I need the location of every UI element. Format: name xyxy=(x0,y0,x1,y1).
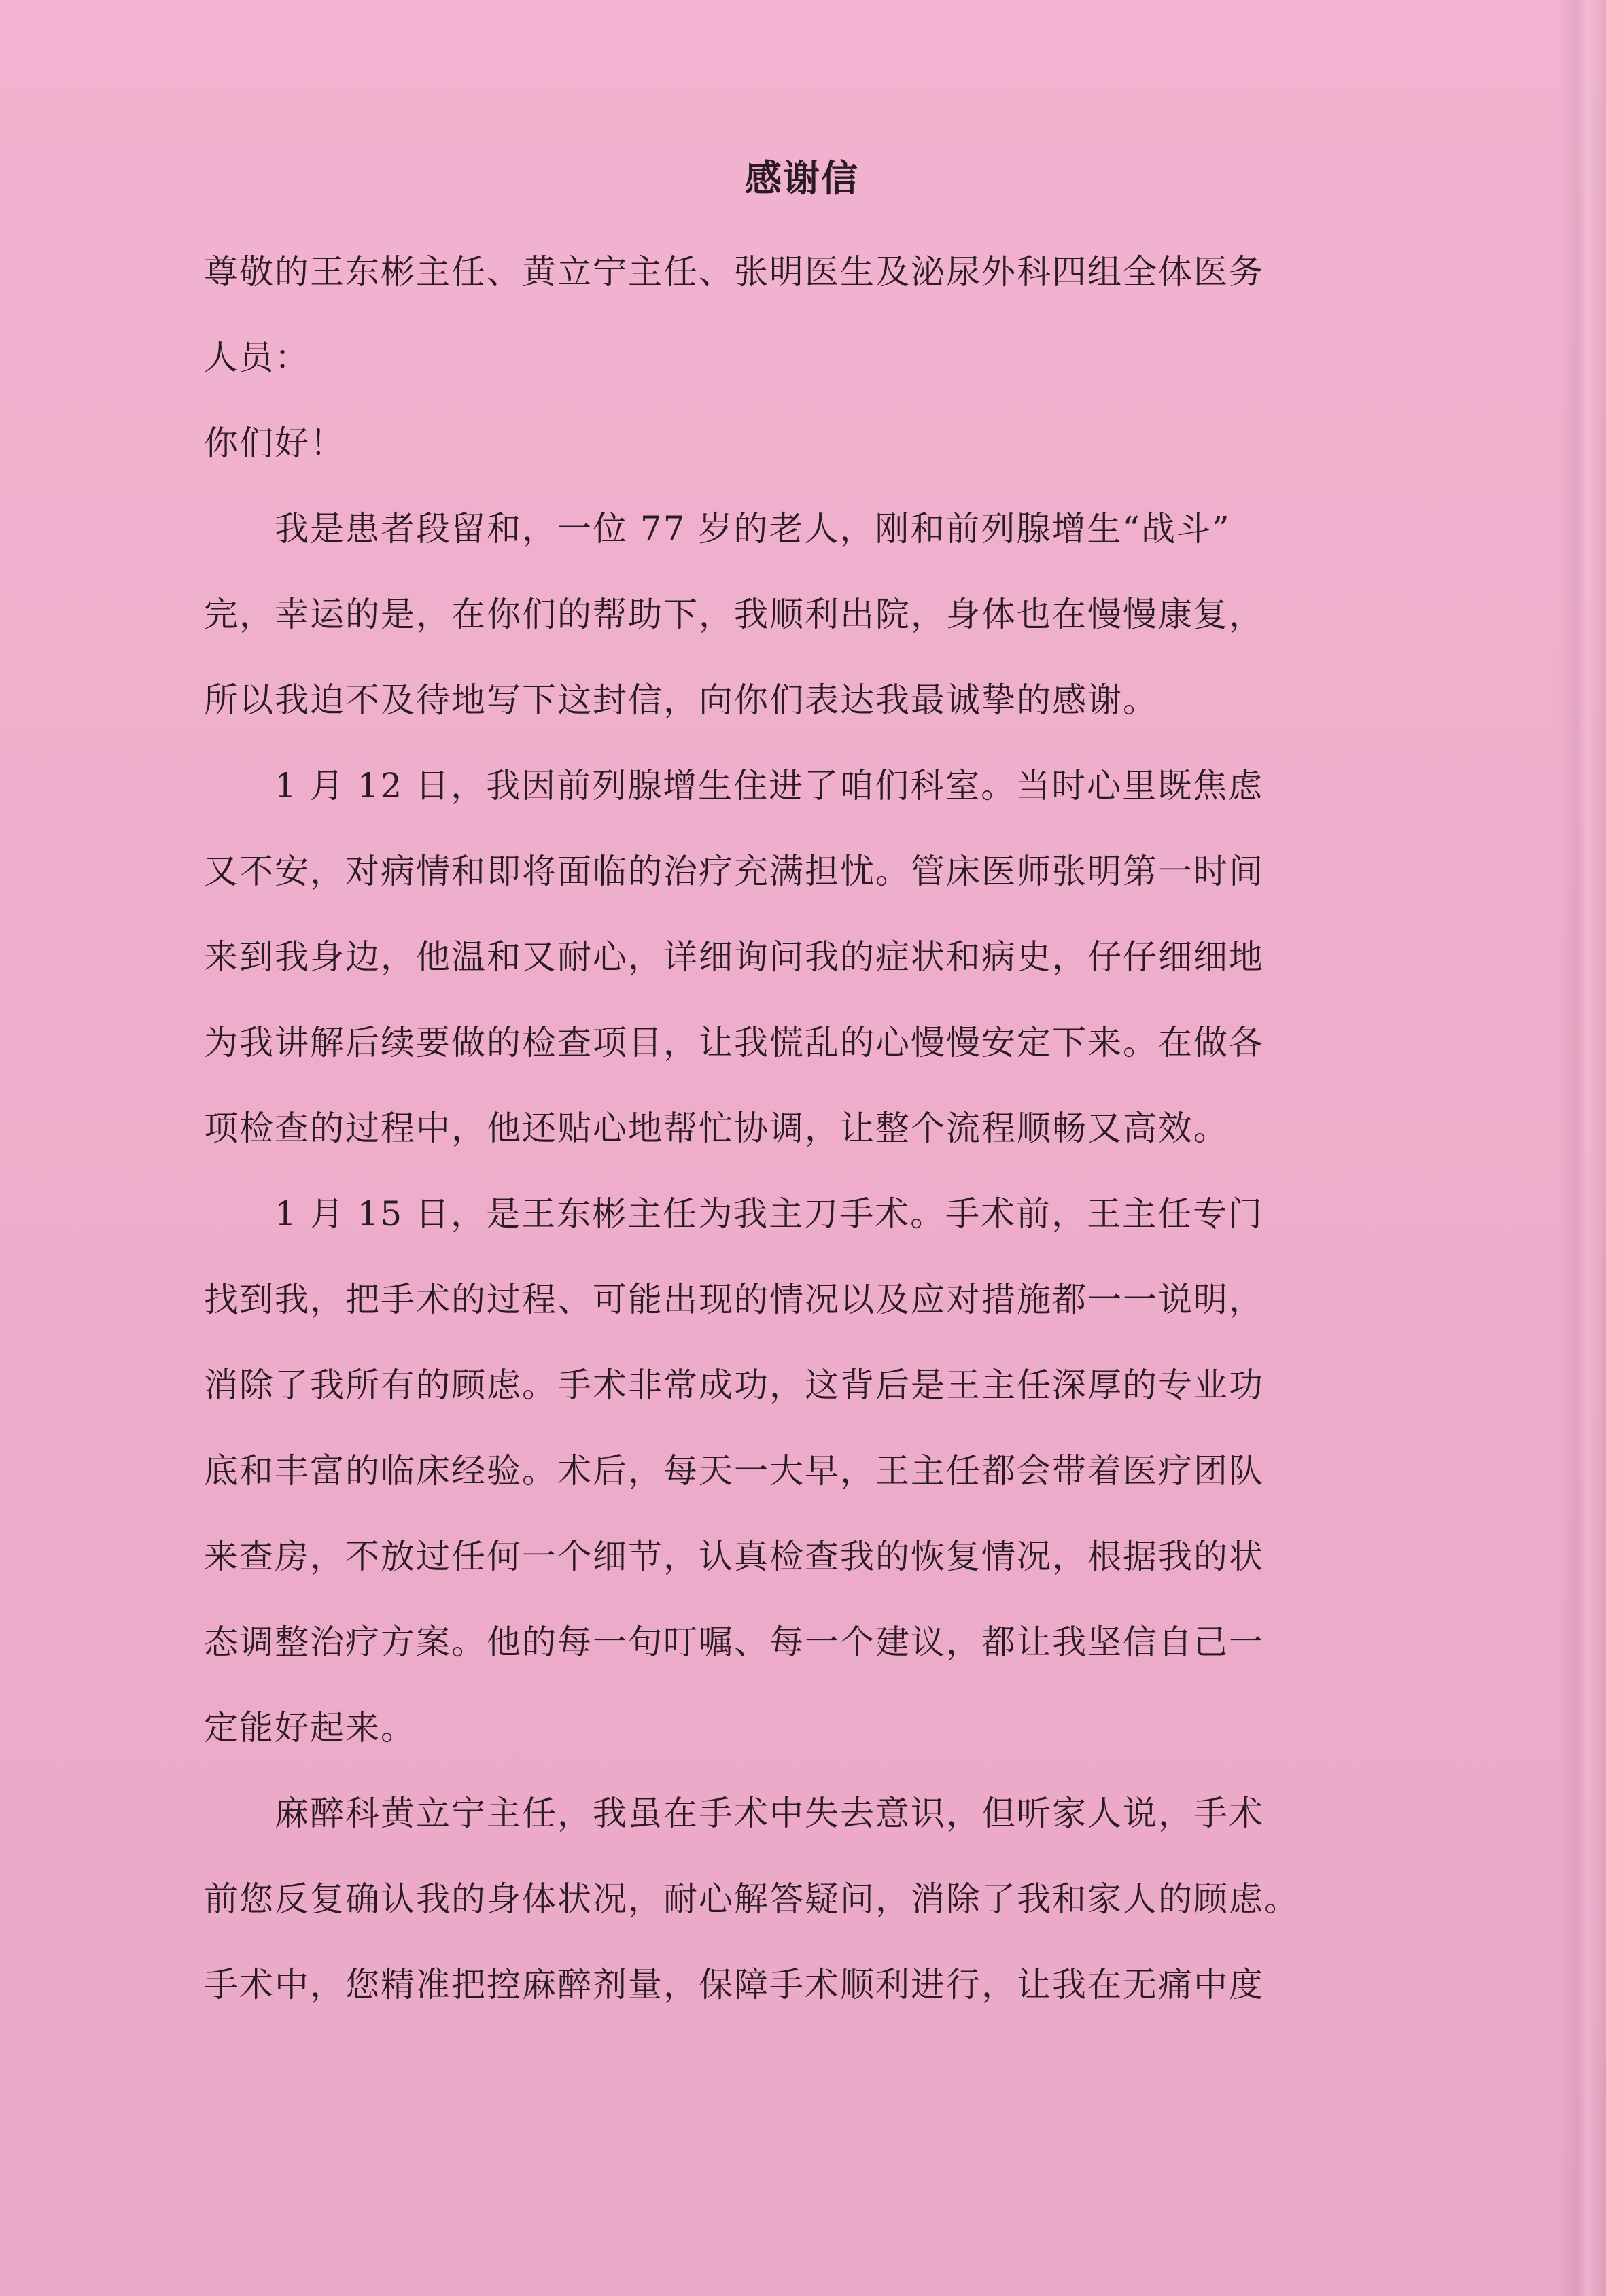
letter-line: 底和丰富的临床经验。术后，每天一大早，王主任都会带着医疗团队 xyxy=(204,1451,1264,1491)
letter-line: 项检查的过程中，他还贴心地帮忙协调，让整个流程顺畅又高效。 xyxy=(204,1109,1229,1148)
letter-line: 1 月 15 日，是王东彬主任为我主刀手术。手术前，王主任专门 xyxy=(204,1194,1264,1234)
letter-line: 人员： xyxy=(204,338,310,377)
letter-line: 态调整治疗方案。他的每一句叮嘱、每一个建议，都让我坚信自己一 xyxy=(204,1622,1264,1662)
letter-body xyxy=(204,150,1400,2028)
letter-line: 完，幸运的是，在你们的帮助下，我顺利出院，身体也在慢慢康复， xyxy=(204,595,1264,634)
letter-line: 找到我，把手术的过程、可能出现的情况以及应对措施都一一说明， xyxy=(204,1280,1264,1319)
paper-stack-edge xyxy=(1558,0,1606,2296)
letter-line: 来查房，不放过任何一个细节，认真检查我的恢复情况，根据我的状 xyxy=(204,1537,1264,1576)
letter-title: 感谢信 xyxy=(745,156,859,200)
letter-line: 为我讲解后续要做的检查项目，让我慌乱的心慢慢安定下来。在做各 xyxy=(204,1023,1264,1062)
letter-line: 1 月 12 日，我因前列腺增生住进了咱们科室。当时心里既焦虑 xyxy=(204,766,1264,805)
letter-line: 手术中，您精准把控麻醉剂量，保障手术顺利进行，让我在无痛中度 xyxy=(204,1965,1264,2004)
letter-line: 我是患者段留和，一位 77 岁的老人，刚和前列腺增生“战斗” xyxy=(204,509,1231,549)
letter-line: 定能好起来。 xyxy=(204,1708,416,1747)
letter-line: 消除了我所有的顾虑。手术非常成功，这背后是王主任深厚的专业功 xyxy=(204,1366,1264,1405)
letter-line: 来到我身边，他温和又耐心，详细询问我的症状和病史，仔仔细细地 xyxy=(204,937,1264,977)
letter-line: 所以我迫不及待地写下这封信，向你们表达我最诚挚的感谢。 xyxy=(204,680,1158,720)
letter-line: 又不安，对病情和即将面临的治疗充满担忧。管床医师张明第一时间 xyxy=(204,852,1264,891)
letter-line: 你们好！ xyxy=(204,423,345,463)
letter-line: 麻醉科黄立宁主任，我虽在手术中失去意识，但听家人说，手术 xyxy=(204,1794,1264,1833)
letter-line: 前您反复确认我的身体状况，耐心解答疑问，消除了我和家人的顾虑。 xyxy=(204,1879,1299,1919)
letter-line: 尊敬的王东彬主任、黄立宁主任、张明医生及泌尿外科四组全体医务 xyxy=(204,252,1264,292)
